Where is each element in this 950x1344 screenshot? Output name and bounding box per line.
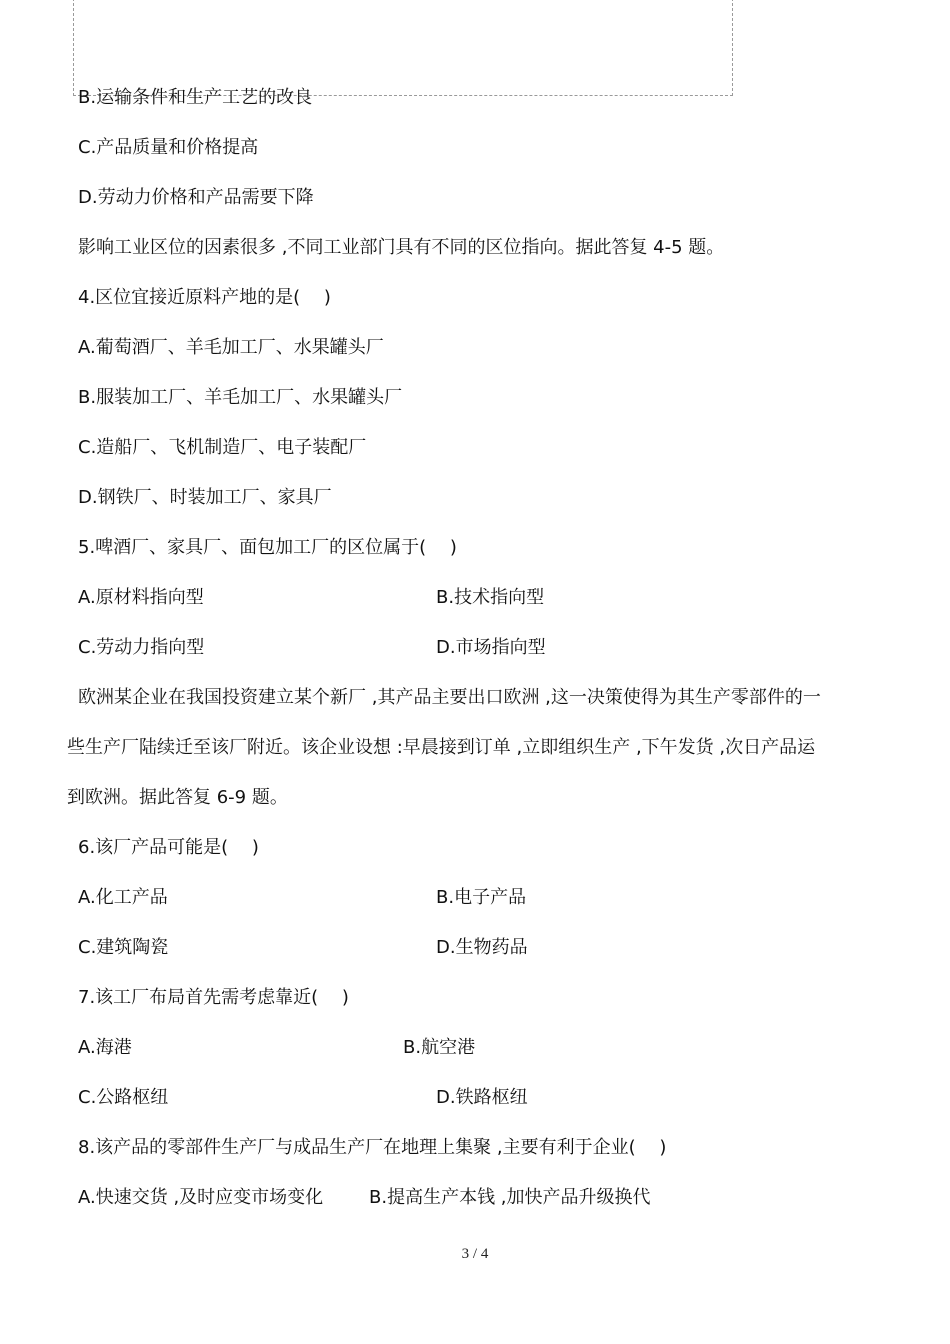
option-8a: A.快速交货 ,及时应变市场变化: [78, 1187, 324, 1208]
option-4d: D.钢铁厂、时装加工厂、家具厂: [78, 487, 332, 508]
intro-4-5: 影响工业区位的因素很多 ,不同工业部门具有不同的区位指向。据此答复 4-5 题。: [78, 237, 725, 258]
option-5d: D.市场指向型: [436, 637, 546, 658]
option-4c: C.造船厂、飞机制造厂、电子装配厂: [78, 437, 367, 458]
intro-6-9-line1: 欧洲某企业在我国投资建立某个新厂 ,其产品主要出口欧洲 ,这一决策使得为其生产零部件的一: [78, 687, 821, 708]
question-6: 6.该厂产品可能是( ): [78, 837, 259, 858]
option-3b: B.运输条件和生产工艺的改良: [78, 87, 313, 108]
option-8b: B.提高生产本钱 ,加快产品升级换代: [369, 1187, 651, 1208]
option-4a: A.葡萄酒厂、羊毛加工厂、水果罐头厂: [78, 337, 384, 358]
option-7d: D.铁路枢纽: [436, 1087, 528, 1108]
option-6a: A.化工产品: [78, 887, 168, 908]
dashed-frame: [73, 0, 733, 96]
option-6b: B.电子产品: [436, 887, 527, 908]
option-5a: A.原材料指向型: [78, 587, 204, 608]
option-3d: D.劳动力价格和产品需要下降: [78, 187, 314, 208]
intro-6-9-line2: 些生产厂陆续迁至该厂附近。该企业设想 :早晨接到订单 ,立即组织生产 ,下午发货 ,次日产品运: [67, 737, 816, 758]
option-7c: C.公路枢纽: [78, 1087, 169, 1108]
option-5b: B.技术指向型: [436, 587, 545, 608]
question-8: 8.该产品的零部件生产厂与成品生产厂在地理上集聚 ,主要有利于企业( ): [78, 1137, 667, 1158]
option-4b: B.服装加工厂、羊毛加工厂、水果罐头厂: [78, 387, 403, 408]
option-3c: C.产品质量和价格提高: [78, 137, 259, 158]
question-7: 7.该工厂布局首先需考虑靠近( ): [78, 987, 349, 1008]
option-6c: C.建筑陶瓷: [78, 937, 169, 958]
option-7b: B.航空港: [403, 1037, 476, 1058]
option-7a: A.海港: [78, 1037, 132, 1058]
question-4: 4.区位宜接近原料产地的是( ): [78, 287, 331, 308]
page-number: 3 / 4: [461, 1246, 489, 1262]
option-6d: D.生物药品: [436, 937, 528, 958]
intro-6-9-line3: 到欧洲。据此答复 6-9 题。: [67, 787, 288, 808]
option-5c: C.劳动力指向型: [78, 637, 205, 658]
question-5: 5.啤酒厂、家具厂、面包加工厂的区位属于( ): [78, 537, 457, 558]
